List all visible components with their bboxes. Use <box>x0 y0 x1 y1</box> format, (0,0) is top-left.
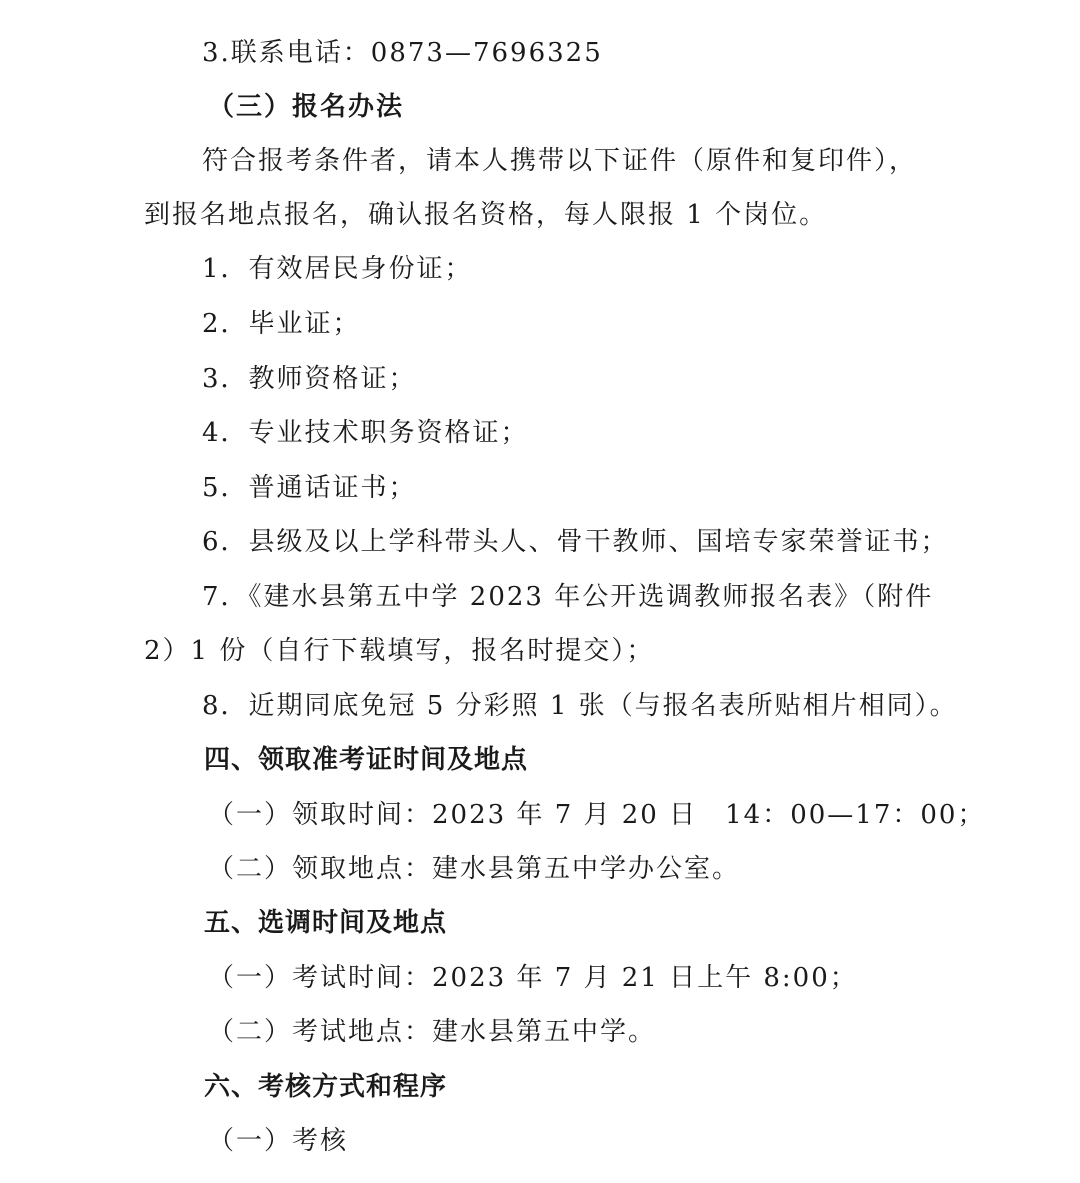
section-heading: 六、考核方式和程序 <box>204 1072 448 1102</box>
subsection-title: （一）考核 <box>208 1126 349 1156</box>
paragraph-line: （一）领取时间：2023 年 7 月 20 日 14：00—17：00； <box>208 800 986 830</box>
paragraph-line: （二）考试地点：建水县第五中学。 <box>208 1017 657 1047</box>
list-item: 5．普通话证书； <box>202 473 417 503</box>
list-item: 8．近期同底免冠 5 分彩照 1 张（与报名表所贴相片相同）。 <box>202 691 958 721</box>
paragraph-line: 符合报考条件者，请本人携带以下证件（原件和复印件）， <box>202 146 918 176</box>
list-item: 7．《建水县第五中学 2023 年公开选调教师报名表》（附件 <box>202 582 934 612</box>
paragraph-line: 到报名地点报名，确认报名资格，每人限报 1 个岗位。 <box>144 200 828 230</box>
list-item: 4．专业技术职务资格证； <box>202 418 529 448</box>
contact-phone-line: 3.联系电话：0873—7696325 <box>202 38 603 68</box>
list-item: 6．县级及以上学科带头人、骨干教师、国培专家荣誉证书； <box>202 527 949 557</box>
section-heading: 五、选调时间及地点 <box>204 908 448 938</box>
section-heading: 四、领取准考证时间及地点 <box>204 745 529 775</box>
paragraph-line: （一）考试时间：2023 年 7 月 21 日上午 8:00； <box>208 963 858 993</box>
list-item: 3．教师资格证； <box>202 364 417 394</box>
list-item: 2．毕业证； <box>202 309 361 339</box>
subsection-registration-method: （三）报名办法 <box>208 92 405 122</box>
paragraph-line: （二）领取地点：建水县第五中学办公室。 <box>208 854 741 884</box>
list-item: 1．有效居民身份证； <box>202 254 473 284</box>
list-item-continuation: 2）1 份（自行下载填写，报名时提交）； <box>144 636 655 666</box>
